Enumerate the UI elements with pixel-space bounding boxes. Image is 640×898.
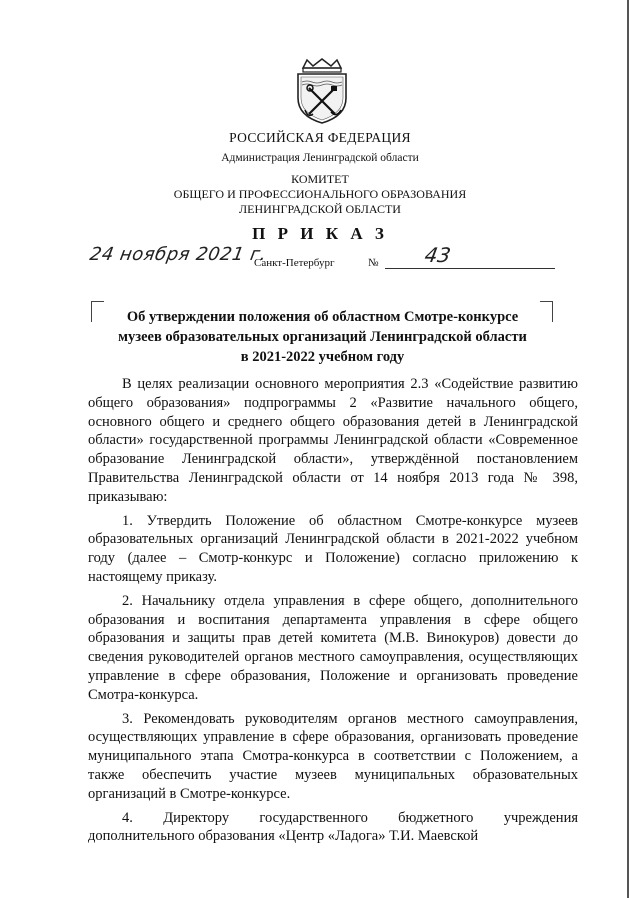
committee-line: ОБЩЕГО И ПРОФЕССИОНАЛЬНОГО ОБРАЗОВАНИЯ <box>173 187 467 201</box>
subject-line: Об утверждении положения об областном Смотре-конкурсе <box>126 309 519 325</box>
order-title: П Р И К А З <box>252 224 388 243</box>
handwritten-number: 43 <box>422 243 453 267</box>
order-item-2: 2. Начальнику отдела управления в сфере общего, дополнительного образования и воспитания департамента управления в сфере общего образования и защиты прав детей комитета (М.В. Винокуров) довести до сведения руководителей органов местного самоуправления, осуществляющих управление в сфере образования, Положение и организовать проведение Смотра-конкурса. <box>88 592 578 703</box>
number-sign: № <box>368 257 379 269</box>
order-item-1: 1. Утвердить Положение об областном Смотре-конкурсе музеев образовательных организаций Ленинградской области в 2021-2022 учебном году (далее – Смотр-конкурс и Положение) согласно приложению к настоящему приказу. <box>88 512 578 585</box>
subject-line: музеев образовательных организаций Ленинградской области <box>118 329 527 345</box>
federation-title: РОССИЙСКАЯ ФЕДЕРАЦИЯ <box>229 130 411 145</box>
order-subject <box>100 307 545 367</box>
coat-of-arms-icon <box>293 58 351 124</box>
committee-line: КОМИТЕТ <box>291 172 349 186</box>
order-item-3: 3. Рекомендовать руководителям органов местного самоуправления, осуществляющих управление в сфере образования, организовать проведение муниципального этапа Смотра-конкурса в соответствии с Положением, а также обеспечить участие музеев муниципальных образовательных организаций в Смотре-конкурсе. <box>88 710 578 802</box>
order-body <box>88 375 578 851</box>
city-label: Санкт-Петербург <box>254 257 335 269</box>
scan-edge-line <box>627 0 629 898</box>
committee-block <box>0 172 640 217</box>
administration-title: Администрация Ленинградской области <box>221 152 419 164</box>
committee-line: ЛЕНИНГРАДСКОЙ ОБЛАСТИ <box>239 202 401 216</box>
subject-line: в 2021-2022 учебном году <box>240 349 405 365</box>
preamble-paragraph: В целях реализации основного мероприятия 2.3 «Содействие развитию общего образования» подпрограммы 2 «Развитие начального общего, основного общего и среднего общего образования детей в Ленинградской области» государственной программы Ленинградской области «Современное образование Ленинградской области», утверждённой постановлением Правительства Ленинградской области от 14 ноября 2013 года № 398, приказываю: <box>88 376 578 505</box>
number-underline <box>385 268 555 269</box>
order-item-4: 4. Директору государственного бюджетного учреждения дополнительного образования «Центр «Ладога» Т.И. Маевской <box>88 809 578 845</box>
handwritten-date: 24 ноября 2021 г. <box>88 244 269 265</box>
